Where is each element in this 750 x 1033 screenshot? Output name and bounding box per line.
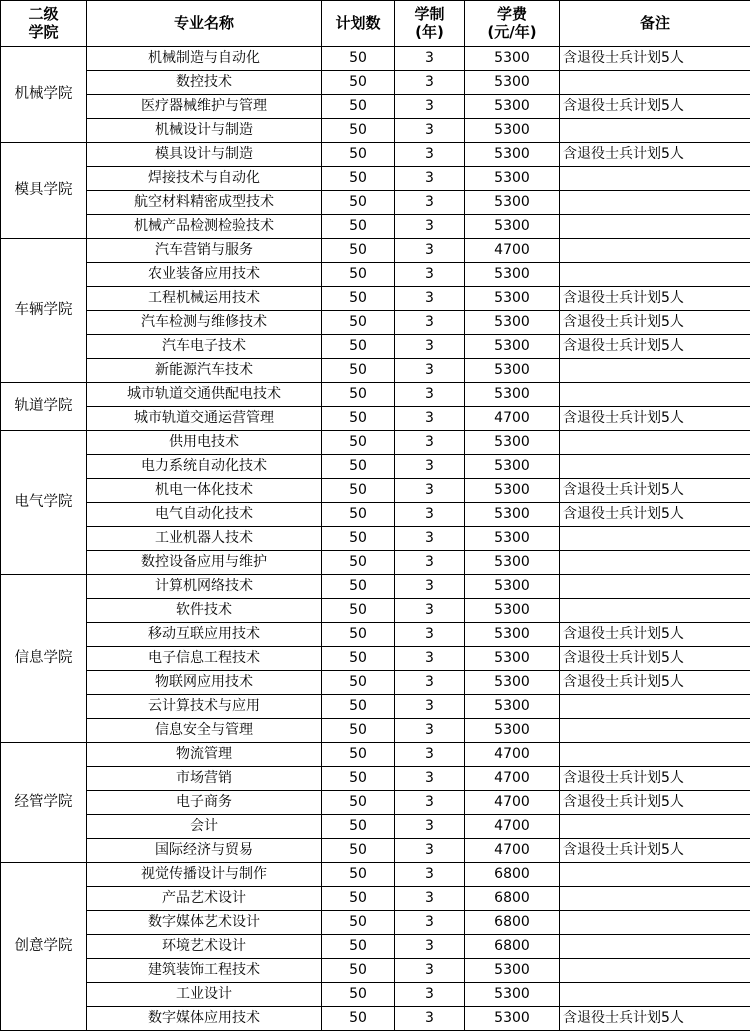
major-cell: 农业装备应用技术: [87, 263, 322, 287]
table-row: [1, 383, 750, 407]
header-college: [1, 1, 87, 47]
major-cell: 模具设计与制造: [87, 143, 322, 167]
plan-cell: 50: [322, 695, 395, 719]
plan-cell: 50: [322, 887, 395, 911]
plan-cell: 50: [322, 791, 395, 815]
table-row: [1, 119, 750, 143]
fee-cell: 5300: [465, 479, 560, 503]
fee-cell: 5300: [465, 119, 560, 143]
note-cell: [560, 887, 750, 911]
note-cell: [560, 935, 750, 959]
fee-cell: 4700: [465, 407, 560, 431]
plan-cell: 50: [322, 527, 395, 551]
years-cell: 3: [395, 359, 465, 383]
note-cell: [560, 911, 750, 935]
table-row: [1, 719, 750, 743]
fee-cell: 5300: [465, 359, 560, 383]
college-cell: 轨道学院: [1, 383, 87, 431]
plan-cell: 50: [322, 383, 395, 407]
table-row: [1, 863, 750, 887]
years-cell: 3: [395, 959, 465, 983]
fee-cell: 5300: [465, 215, 560, 239]
fee-cell: 4700: [465, 791, 560, 815]
table-row: [1, 263, 750, 287]
fee-cell: 5300: [465, 191, 560, 215]
major-cell: 移动互联应用技术: [87, 623, 322, 647]
major-cell: 汽车电子技术: [87, 335, 322, 359]
years-cell: 3: [395, 479, 465, 503]
plan-cell: 50: [322, 215, 395, 239]
major-cell: 工程机械运用技术: [87, 287, 322, 311]
years-cell: 3: [395, 47, 465, 71]
table-row: [1, 311, 750, 335]
plan-cell: 50: [322, 287, 395, 311]
header-fee: [465, 1, 560, 47]
note-cell: 含退役士兵计划5人: [560, 839, 750, 863]
note-cell: [560, 455, 750, 479]
plan-cell: 50: [322, 359, 395, 383]
note-cell: [560, 863, 750, 887]
fee-cell: 6800: [465, 935, 560, 959]
table-row: [1, 215, 750, 239]
table-row: [1, 983, 750, 1007]
plan-cell: 50: [322, 71, 395, 95]
years-cell: 3: [395, 839, 465, 863]
college-cell: 机械学院: [1, 47, 87, 143]
fee-cell: 5300: [465, 311, 560, 335]
table-row: [1, 71, 750, 95]
fee-cell: 5300: [465, 71, 560, 95]
note-cell: [560, 71, 750, 95]
years-cell: 3: [395, 263, 465, 287]
major-cell: 信息安全与管理: [87, 719, 322, 743]
note-cell: [560, 167, 750, 191]
years-cell: 3: [395, 407, 465, 431]
table-row: [1, 95, 750, 119]
table-row: [1, 815, 750, 839]
years-cell: 3: [395, 95, 465, 119]
years-cell: 3: [395, 671, 465, 695]
fee-cell: 5300: [465, 671, 560, 695]
years-cell: 3: [395, 695, 465, 719]
note-cell: 含退役士兵计划5人: [560, 767, 750, 791]
table-row: [1, 239, 750, 263]
header-college-line2: 学院: [28, 22, 59, 41]
table-row: [1, 791, 750, 815]
note-cell: [560, 815, 750, 839]
years-cell: 3: [395, 1007, 465, 1031]
years-cell: 3: [395, 239, 465, 263]
fee-cell: 5300: [465, 695, 560, 719]
plan-cell: 50: [322, 503, 395, 527]
major-cell: 电气自动化技术: [87, 503, 322, 527]
header-years-line1: 学制: [414, 5, 445, 24]
plan-cell: 50: [322, 911, 395, 935]
major-cell: 建筑装饰工程技术: [87, 959, 322, 983]
major-cell: 电子信息工程技术: [87, 647, 322, 671]
note-cell: 含退役士兵计划5人: [560, 671, 750, 695]
note-cell: [560, 959, 750, 983]
fee-cell: 5300: [465, 167, 560, 191]
fee-cell: 5300: [465, 503, 560, 527]
fee-cell: 5300: [465, 1007, 560, 1031]
table-row: [1, 575, 750, 599]
plan-cell: 50: [322, 431, 395, 455]
fee-cell: 5300: [465, 959, 560, 983]
years-cell: 3: [395, 911, 465, 935]
plan-cell: 50: [322, 95, 395, 119]
plan-cell: 50: [322, 335, 395, 359]
years-cell: 3: [395, 215, 465, 239]
note-cell: [560, 431, 750, 455]
major-cell: 计算机网络技术: [87, 575, 322, 599]
major-cell: 物联网应用技术: [87, 671, 322, 695]
major-cell: 物流管理: [87, 743, 322, 767]
major-cell: 数字媒体艺术设计: [87, 911, 322, 935]
years-cell: 3: [395, 503, 465, 527]
table-row: [1, 503, 750, 527]
major-cell: 城市轨道交通供配电技术: [87, 383, 322, 407]
years-cell: 3: [395, 815, 465, 839]
note-cell: [560, 599, 750, 623]
note-cell: 含退役士兵计划5人: [560, 311, 750, 335]
table-row: [1, 455, 750, 479]
major-cell: 电子商务: [87, 791, 322, 815]
table-row: [1, 335, 750, 359]
fee-cell: 5300: [465, 623, 560, 647]
fee-cell: 5300: [465, 983, 560, 1007]
major-cell: 数控设备应用与维护: [87, 551, 322, 575]
years-cell: 3: [395, 119, 465, 143]
table-row: [1, 671, 750, 695]
plan-cell: 50: [322, 623, 395, 647]
table-row: [1, 143, 750, 167]
header-years: [395, 1, 465, 47]
college-cell: 模具学院: [1, 143, 87, 239]
plan-cell: 50: [322, 191, 395, 215]
table-row: [1, 551, 750, 575]
fee-cell: 5300: [465, 47, 560, 71]
table-row: [1, 695, 750, 719]
major-cell: 机械设计与制造: [87, 119, 322, 143]
note-cell: [560, 263, 750, 287]
plan-cell: 50: [322, 743, 395, 767]
major-cell: 医疗器械维护与管理: [87, 95, 322, 119]
major-cell: 工业机器人技术: [87, 527, 322, 551]
note-cell: 含退役士兵计划5人: [560, 47, 750, 71]
note-cell: [560, 575, 750, 599]
major-cell: 航空材料精密成型技术: [87, 191, 322, 215]
fee-cell: 5300: [465, 719, 560, 743]
table-body: [1, 47, 750, 1031]
note-cell: 含退役士兵计划5人: [560, 791, 750, 815]
years-cell: 3: [395, 743, 465, 767]
fee-cell: 4700: [465, 239, 560, 263]
fee-cell: 5300: [465, 335, 560, 359]
college-cell: 经管学院: [1, 743, 87, 863]
table-row: [1, 47, 750, 71]
plan-cell: 50: [322, 47, 395, 71]
years-cell: 3: [395, 455, 465, 479]
table-row: [1, 287, 750, 311]
major-cell: 云计算技术与应用: [87, 695, 322, 719]
note-cell: 含退役士兵计划5人: [560, 143, 750, 167]
fee-cell: 5300: [465, 647, 560, 671]
fee-cell: 4700: [465, 767, 560, 791]
major-cell: 新能源汽车技术: [87, 359, 322, 383]
major-cell: 数字媒体应用技术: [87, 1007, 322, 1031]
header-note: 备注: [560, 1, 750, 47]
major-cell: 机械制造与自动化: [87, 47, 322, 71]
years-cell: 3: [395, 719, 465, 743]
plan-cell: 50: [322, 647, 395, 671]
plan-cell: 50: [322, 551, 395, 575]
note-cell: [560, 383, 750, 407]
years-cell: 3: [395, 575, 465, 599]
fee-cell: 5300: [465, 383, 560, 407]
fee-cell: 5300: [465, 527, 560, 551]
plan-cell: 50: [322, 143, 395, 167]
fee-cell: 5300: [465, 95, 560, 119]
major-cell: 机械产品检测检验技术: [87, 215, 322, 239]
years-cell: 3: [395, 431, 465, 455]
years-cell: 3: [395, 647, 465, 671]
fee-cell: 4700: [465, 815, 560, 839]
plan-cell: 50: [322, 959, 395, 983]
table-row: [1, 479, 750, 503]
plan-cell: 50: [322, 863, 395, 887]
college-cell: 创意学院: [1, 863, 87, 1031]
years-cell: 3: [395, 167, 465, 191]
major-cell: 国际经济与贸易: [87, 839, 322, 863]
plan-cell: 50: [322, 839, 395, 863]
years-cell: 3: [395, 551, 465, 575]
years-cell: 3: [395, 335, 465, 359]
major-cell: 环境艺术设计: [87, 935, 322, 959]
years-cell: 3: [395, 983, 465, 1007]
years-cell: 3: [395, 767, 465, 791]
college-cell: 信息学院: [1, 575, 87, 743]
plan-cell: 50: [322, 815, 395, 839]
note-cell: 含退役士兵计划5人: [560, 407, 750, 431]
table-row: [1, 743, 750, 767]
table-row: [1, 167, 750, 191]
note-cell: [560, 215, 750, 239]
years-cell: 3: [395, 623, 465, 647]
major-cell: 汽车营销与服务: [87, 239, 322, 263]
header-row: [1, 1, 750, 47]
note-cell: [560, 743, 750, 767]
table-row: [1, 1007, 750, 1031]
note-cell: 含退役士兵计划5人: [560, 335, 750, 359]
plan-cell: 50: [322, 479, 395, 503]
table-row: [1, 935, 750, 959]
plan-cell: 50: [322, 263, 395, 287]
fee-cell: 5300: [465, 263, 560, 287]
years-cell: 3: [395, 191, 465, 215]
years-cell: 3: [395, 287, 465, 311]
fee-cell: 5300: [465, 143, 560, 167]
major-cell: 软件技术: [87, 599, 322, 623]
table-row: [1, 647, 750, 671]
header-college-line1: 二级: [28, 5, 59, 24]
fee-cell: 5300: [465, 599, 560, 623]
major-cell: 视觉传播设计与制作: [87, 863, 322, 887]
note-cell: 含退役士兵计划5人: [560, 95, 750, 119]
fee-cell: 5300: [465, 431, 560, 455]
major-cell: 数控技术: [87, 71, 322, 95]
note-cell: 含退役士兵计划5人: [560, 1007, 750, 1031]
plan-cell: 50: [322, 407, 395, 431]
major-cell: 电力系统自动化技术: [87, 455, 322, 479]
header-years-line2: (年): [415, 22, 444, 41]
fee-cell: 6800: [465, 863, 560, 887]
major-cell: 城市轨道交通运营管理: [87, 407, 322, 431]
fee-cell: 4700: [465, 743, 560, 767]
major-cell: 供用电技术: [87, 431, 322, 455]
plan-cell: 50: [322, 935, 395, 959]
years-cell: 3: [395, 887, 465, 911]
note-cell: [560, 695, 750, 719]
table-row: [1, 431, 750, 455]
table-row: [1, 527, 750, 551]
header-plan: 计划数: [322, 1, 395, 47]
plan-cell: 50: [322, 311, 395, 335]
years-cell: 3: [395, 791, 465, 815]
plan-cell: 50: [322, 239, 395, 263]
table-row: [1, 839, 750, 863]
college-cell: 车辆学院: [1, 239, 87, 383]
fee-cell: 6800: [465, 911, 560, 935]
header-fee-line1: 学费: [496, 5, 527, 24]
table-row: [1, 887, 750, 911]
plan-cell: 50: [322, 1007, 395, 1031]
college-cell: 电气学院: [1, 431, 87, 575]
plan-cell: 50: [322, 767, 395, 791]
header-fee-line2: (元/年): [487, 22, 537, 41]
plan-cell: 50: [322, 599, 395, 623]
major-cell: 机电一体化技术: [87, 479, 322, 503]
note-cell: [560, 719, 750, 743]
plan-cell: 50: [322, 167, 395, 191]
plan-cell: 50: [322, 671, 395, 695]
header-major: 专业名称: [87, 1, 322, 47]
table-row: [1, 959, 750, 983]
plan-cell: 50: [322, 575, 395, 599]
fee-cell: 5300: [465, 551, 560, 575]
table-header: [1, 1, 750, 47]
major-cell: 产品艺术设计: [87, 887, 322, 911]
years-cell: 3: [395, 311, 465, 335]
note-cell: [560, 983, 750, 1007]
note-cell: 含退役士兵计划5人: [560, 623, 750, 647]
table-row: [1, 911, 750, 935]
note-cell: 含退役士兵计划5人: [560, 287, 750, 311]
fee-cell: 5300: [465, 455, 560, 479]
fee-cell: 6800: [465, 887, 560, 911]
years-cell: 3: [395, 143, 465, 167]
table-row: [1, 407, 750, 431]
years-cell: 3: [395, 863, 465, 887]
fee-cell: 5300: [465, 575, 560, 599]
note-cell: [560, 359, 750, 383]
note-cell: [560, 191, 750, 215]
years-cell: 3: [395, 599, 465, 623]
major-cell: 焊接技术与自动化: [87, 167, 322, 191]
major-cell: 汽车检测与维修技术: [87, 311, 322, 335]
table-row: [1, 599, 750, 623]
table-row: [1, 359, 750, 383]
note-cell: [560, 527, 750, 551]
major-cell: 工业设计: [87, 983, 322, 1007]
fee-cell: 4700: [465, 839, 560, 863]
note-cell: 含退役士兵计划5人: [560, 503, 750, 527]
plan-cell: 50: [322, 119, 395, 143]
major-cell: 会计: [87, 815, 322, 839]
years-cell: 3: [395, 71, 465, 95]
plan-cell: 50: [322, 983, 395, 1007]
note-cell: [560, 551, 750, 575]
table-row: [1, 623, 750, 647]
years-cell: 3: [395, 383, 465, 407]
fee-cell: 5300: [465, 287, 560, 311]
note-cell: [560, 119, 750, 143]
note-cell: 含退役士兵计划5人: [560, 647, 750, 671]
years-cell: 3: [395, 935, 465, 959]
table-row: [1, 191, 750, 215]
plan-cell: 50: [322, 719, 395, 743]
plan-cell: 50: [322, 455, 395, 479]
major-cell: 市场营销: [87, 767, 322, 791]
table-row: [1, 767, 750, 791]
note-cell: [560, 239, 750, 263]
note-cell: 含退役士兵计划5人: [560, 479, 750, 503]
years-cell: 3: [395, 527, 465, 551]
